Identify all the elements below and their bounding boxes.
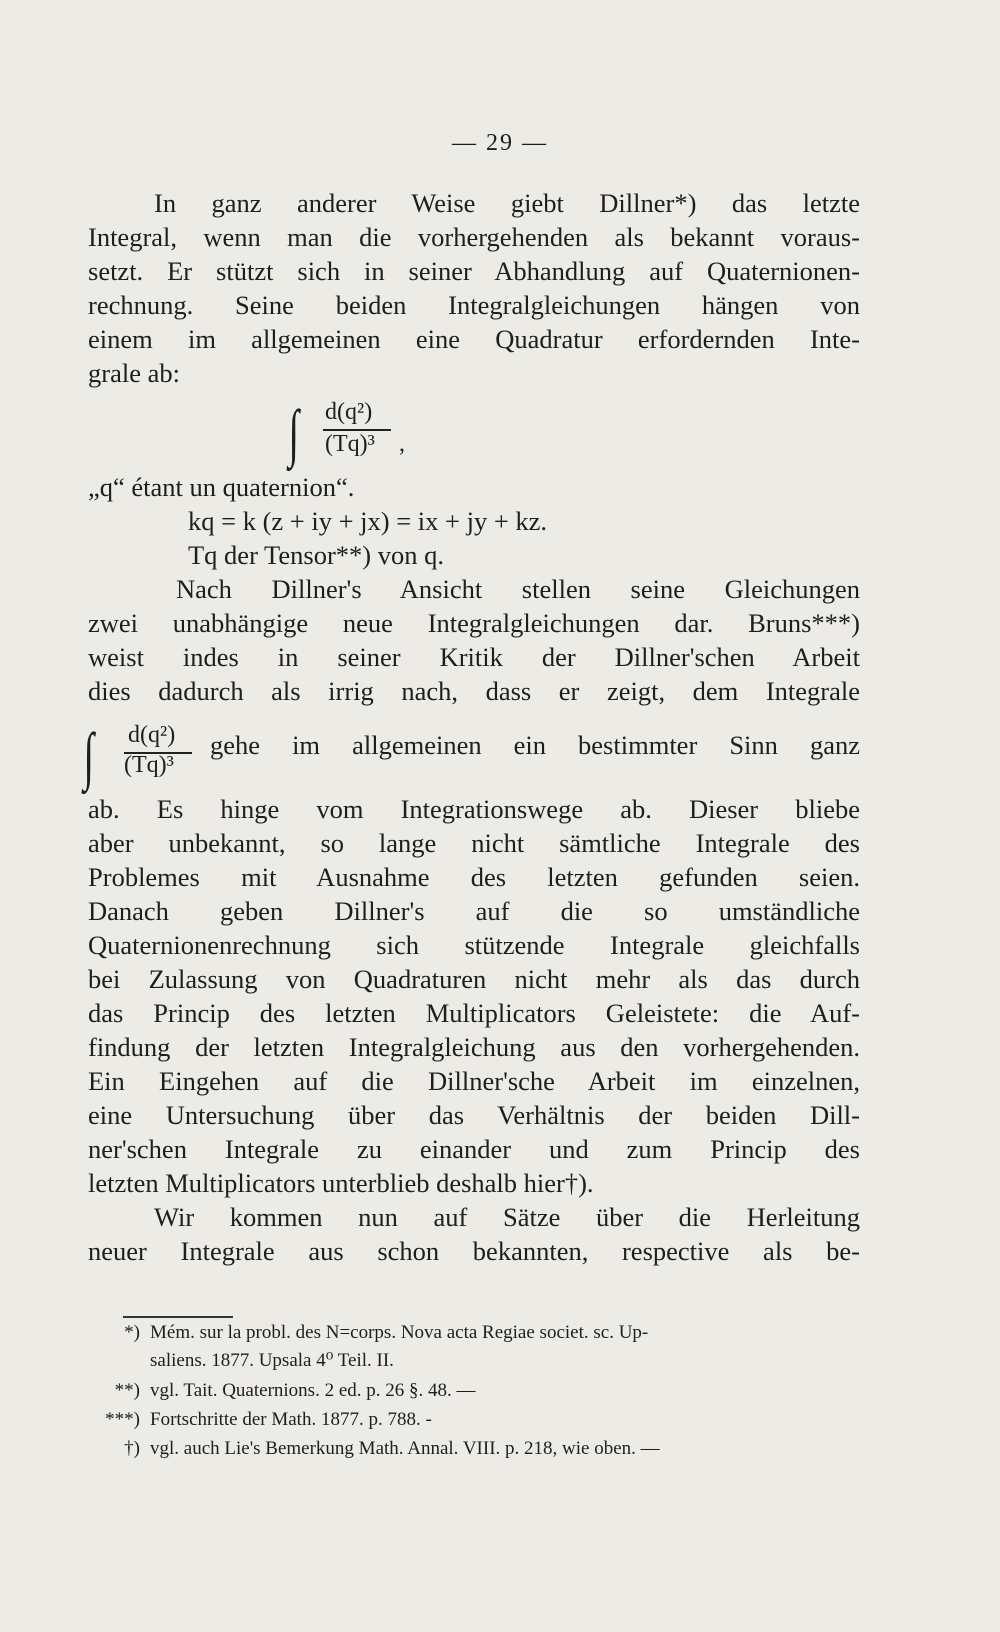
footnote-text: vgl. Tait. Quaternions. 2 ed. p. 26 §. 48. — (150, 1380, 476, 1401)
text-line: zwei unabhängige neue Integralgleichungen dar. Bruns***) (88, 608, 860, 638)
formula-numerator: d(q²) (128, 722, 176, 748)
text-line: das Princip des letzten Multiplicators Geleistete: die Auf- (88, 998, 860, 1028)
text-line: eine Untersuchung über das Verhältnis der beiden Dill- (88, 1100, 860, 1130)
footnote-text: Mém. sur la probl. des N=corps. Nova acta Regiae societ. sc. Up- (150, 1322, 649, 1343)
text-line: ner'schen Integrale zu einander und zum Princip des (88, 1134, 860, 1164)
formula-line (83, 720, 860, 791)
footnote-4 (88, 1436, 860, 1462)
footnote-text: saliens. 1877. Upsala 4⁰ Teil. II. (150, 1350, 394, 1371)
page-number: — 29 — (452, 130, 548, 156)
text-line: gehe im allgemeinen ein bestimmter Sinn ganz (210, 730, 860, 760)
integral-sign: ∫ (83, 720, 95, 791)
footnote-mark: †) (124, 1438, 140, 1459)
footnote-2 (88, 1378, 860, 1404)
text-line: rechnung. Seine beiden Integralgleichungen hängen von (88, 290, 860, 320)
text-line: aber unbekannt, so lange nicht sämtliche Integrale des (88, 828, 860, 858)
text-line: weist indes in seiner Kritik der Dillner'schen Arbeit (88, 642, 860, 672)
text-line: setzt. Er stützt sich in seiner Abhandlung auf Quaternionen- (88, 256, 860, 286)
text-line: Ein Eingehen auf die Dillner'sche Arbeit im einzelnen, (88, 1066, 860, 1096)
equation-line: kq = k (z + iy + jx) = ix + jy + kz. (188, 506, 548, 536)
text-line: Tq der Tensor**) von q. (188, 540, 444, 570)
integral-sign: ∫ (288, 397, 300, 468)
footnote-mark: ***) (105, 1409, 140, 1430)
footnote-text: Fortschritte der Math. 1877. p. 788. - (150, 1409, 432, 1430)
text-line: In ganz anderer Weise giebt Dillner*) das letzte (154, 188, 860, 218)
footnote-1 (88, 1320, 860, 1346)
formula-denominator: (Tq)³ (325, 431, 375, 457)
formula-comma: , (399, 431, 405, 457)
footnote-3 (88, 1407, 860, 1433)
text-line: bei Zulassung von Quadraturen nicht mehr als das durch (88, 964, 860, 994)
text-line: Nach Dillner's Ansicht stellen seine Gleichungen (176, 574, 860, 604)
text-line: Integral, wenn man die vorhergehenden als bekannt voraus- (88, 222, 860, 252)
text-line: letzten Multiplicators unterblieb deshalb hier†). (88, 1168, 594, 1198)
footnote-text: vgl. auch Lie's Bemerkung Math. Annal. VIII. p. 218, wie oben. — (150, 1438, 660, 1459)
text-line: ab. Es hinge vom Integrationswege ab. Dieser bliebe (88, 794, 860, 824)
text-line: Danach geben Dillner's auf die so umständliche (88, 896, 860, 926)
formula-numerator: d(q²) (325, 399, 373, 425)
footnote-1-cont (88, 1348, 860, 1374)
integral-formula (288, 397, 495, 475)
text-line: Wir kommen nun auf Sätze über die Herleitung (154, 1202, 860, 1232)
text-line: „q“ étant un quaternion“. (88, 472, 355, 502)
text-line: grale ab: (88, 358, 180, 388)
footnote-mark: **) (114, 1380, 140, 1401)
footnote-rule (123, 1316, 233, 1318)
text-line: findung der letzten Integralgleichung aus den vorhergehenden. (88, 1032, 860, 1062)
formula-denominator: (Tq)³ (124, 752, 174, 778)
text-line: neuer Integrale aus schon bekannten, respective als be- (88, 1236, 860, 1266)
footnote-mark: *) (124, 1322, 140, 1343)
text-line: dies dadurch als irrig nach, dass er zeigt, dem Integrale (88, 676, 860, 706)
text-line: Quaternionenrechnung sich stützende Integrale gleichfalls (88, 930, 860, 960)
text-line: Problemes mit Ausnahme des letzten gefunden seien. (88, 862, 860, 892)
text-line: einem im allgemeinen eine Quadratur erfordernden Inte- (88, 324, 860, 354)
